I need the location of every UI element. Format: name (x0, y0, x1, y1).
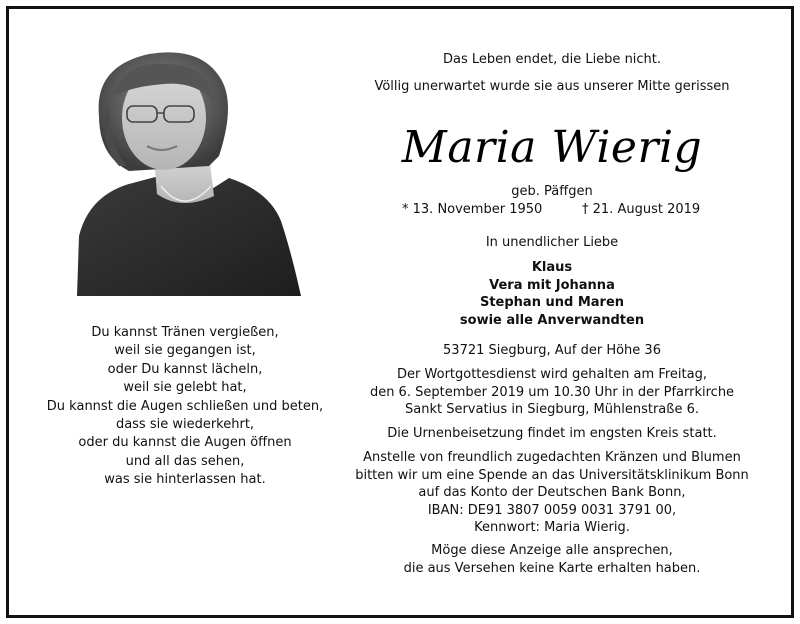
poem-line: oder Du kannst lächeln, (107, 361, 263, 377)
service-line: den 6. September 2019 um 10.30 Uhr in der Pfarrkirche (369, 384, 735, 400)
service-info (352, 366, 752, 419)
header-line-2: Völlig unerwartet wurde sie aus unserer Mitte gerissen (374, 79, 730, 94)
mourner-name: Klaus (531, 260, 573, 275)
donation-line: auf das Konto der Deutschen Bank Bonn, (418, 485, 686, 501)
birth-date: * 13. November 1950 (402, 202, 543, 217)
burial-info: Die Urnenbeisetzung findet im engsten Kreis statt. (387, 426, 717, 441)
closing-line: Möge diese Anzeige alle ansprechen, (431, 543, 673, 558)
mourners-list (352, 259, 752, 329)
service-line: Sankt Servatius in Siegburg, Mühlenstraße 6. (405, 402, 699, 418)
poem-line: Du kannst die Augen schließen und beten, (46, 398, 324, 414)
deceased-name: Maria Wierig (401, 122, 703, 173)
poem-line: weil sie gegangen ist, (114, 343, 256, 359)
donation-line: Anstelle von freundlich zugedachten Kränzen und Blumen (363, 450, 741, 465)
poem-line: und all das sehen, (125, 453, 245, 469)
service-line: Der Wortgottesdienst wird gehalten am Freitag, (397, 367, 707, 382)
mourners-intro: In unendlicher Liebe (485, 235, 619, 250)
poem-line: was sie hinterlassen hat. (104, 472, 266, 488)
poem-line: oder du kannst die Augen öffnen (78, 435, 292, 451)
maiden-name: geb. Päffgen (511, 184, 593, 199)
poem-line: Du kannst Tränen vergießen, (91, 325, 279, 340)
mourner-name: Stephan und Maren (479, 295, 625, 311)
poem (30, 324, 340, 490)
death-date: † 21. August 2019 (582, 202, 701, 217)
address: 53721 Siegburg, Auf der Höhe 36 (443, 343, 661, 358)
header-line-1: Das Leben endet, die Liebe nicht. (442, 52, 662, 67)
donation-line: bitten wir um eine Spende an das Universitätsklinikum Bonn (355, 467, 749, 483)
donation-line: Kennwort: Maria Wierig. (474, 520, 630, 536)
closing-note (352, 542, 752, 577)
closing-line: die aus Versehen keine Karte erhalten haben. (403, 560, 701, 576)
donation-info (352, 449, 752, 537)
life-dates (352, 201, 752, 219)
mourner-name: Vera mit Johanna (489, 277, 615, 293)
poem-line: weil sie gelebt hat, (123, 380, 247, 396)
donation-line: IBAN: DE91 3807 0059 0031 3791 00, (427, 502, 677, 518)
poem-line: dass sie wiederkehrt, (115, 416, 255, 432)
mourner-name: sowie alle Anverwandten (459, 312, 645, 328)
portrait-photo (69, 46, 301, 296)
